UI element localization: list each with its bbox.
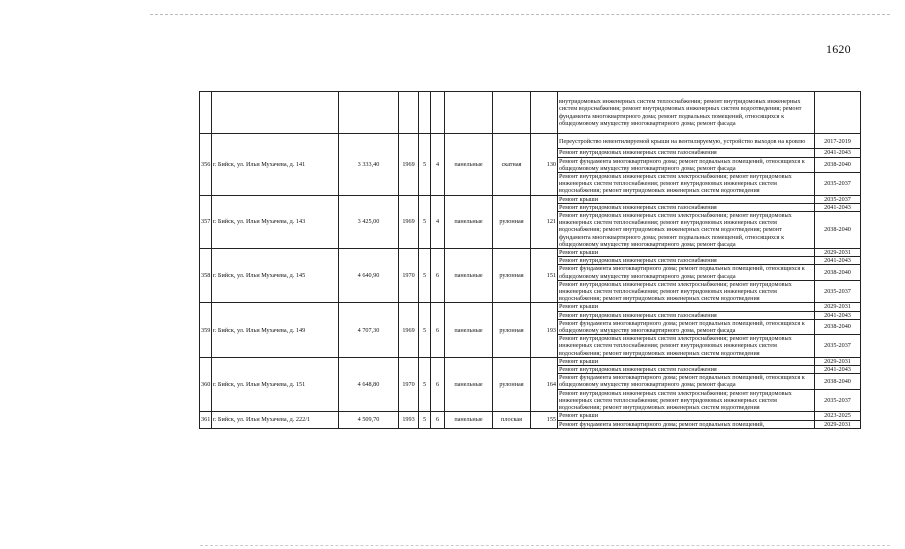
cell-work-description: Ремонт крыши bbox=[558, 357, 815, 365]
cell-work-description: Ремонт внутридомовых инженерных систем электроснабжения; ремонт внутридомовых инженерных систем теплоснабжения; ремонт внутридомовых инженерных систем водоснабжения; ремонт внутридомовых инженерных систем водоотведения bbox=[558, 173, 815, 196]
cell-number: 358 bbox=[200, 249, 212, 303]
cell-number bbox=[200, 92, 212, 134]
cell-area bbox=[339, 92, 399, 134]
cell-address: г. Бийск, ул. Ильи Мухачева, д. 222/1 bbox=[212, 412, 339, 428]
cell-walls: панельные bbox=[445, 195, 493, 248]
cell-work-description: Ремонт крыши bbox=[558, 249, 815, 257]
cell-work-description: Ремонт внутридомовых инженерных систем электроснабжения; ремонт внутридомовых инженерных систем теплоснабжения; ремонт внутридомовых инженерных систем водоснабжения; ремонт внутридомовых инженерных систем водоотведения bbox=[558, 280, 815, 303]
cell-work-term: 2038-2040 bbox=[815, 157, 861, 172]
cell-entrances bbox=[431, 92, 445, 134]
cell-number: 357 bbox=[200, 195, 212, 248]
cell-work-description: Ремонт внутридомовых инженерных систем газоснабжения bbox=[558, 257, 815, 265]
table-row bbox=[200, 303, 861, 311]
cell-floors: 5 bbox=[419, 134, 431, 196]
cell-number: 360 bbox=[200, 357, 212, 411]
cell-work-term: 2041-2043 bbox=[815, 257, 861, 265]
cell-address: г. Бийск, ул. Ильи Мухачева, д. 149 bbox=[212, 303, 339, 357]
cell-walls: панельные bbox=[445, 357, 493, 411]
cell-floors: 5 bbox=[419, 303, 431, 357]
cell-work-term: 2038-2040 bbox=[815, 374, 861, 389]
cell-area: 4 648,80 bbox=[339, 357, 399, 411]
cell-work-description: Ремонт фундамента многоквартирного дома; ремонт подвальных помещений, относящихся к общедомовому имуществу многоквартирного дома, ремонт фасада bbox=[558, 319, 815, 334]
cell-area: 4 640,90 bbox=[339, 249, 399, 303]
cell-floors: 5 bbox=[419, 412, 431, 428]
cell-work-description: Ремонт фундамента многоквартирного дома; ремонт подвальных помещений, относящихся к общедомовому имуществу многоквартирного дома; ремонт фасада bbox=[558, 157, 815, 172]
cell-address: г. Бийск, ул. Ильи Мухачева, д. 141 bbox=[212, 134, 339, 196]
table-row-continuation bbox=[200, 92, 861, 134]
cell-work-description: Ремонт внутридомовых инженерных систем электроснабжения; ремонт внутридомовых инженерных систем теплоснабжения; ремонт внутридомовых инженерных систем водоснабжения; ремонт внутридомовых инженерных систем водоотведения; ремонт фундамента многоквартирного дома; ремонт подвальных помещений, относящихся к общедомовому имуществу многоквартирного дома; ремонт фасада bbox=[558, 212, 815, 249]
cell-work-term: 2041-2043 bbox=[815, 149, 861, 157]
cell-number: 361 bbox=[200, 412, 212, 428]
table-row bbox=[200, 357, 861, 365]
cell-area: 4 509,70 bbox=[339, 412, 399, 428]
repair-program-table bbox=[199, 91, 861, 429]
cell-address: г. Бийск, ул. Ильи Мухачева, д. 145 bbox=[212, 249, 339, 303]
cell-year: 1970 bbox=[399, 357, 419, 411]
cell-work-term: 2023-2025 bbox=[815, 412, 861, 420]
cell-residents: 164 bbox=[531, 357, 558, 411]
cell-roof: скатная bbox=[493, 134, 531, 196]
cell-address: г. Бийск, ул. Ильи Мухачева, д. 151 bbox=[212, 357, 339, 411]
cell-roof: рулонная bbox=[493, 357, 531, 411]
cell-work-term: 2041-2043 bbox=[815, 311, 861, 319]
cell-work-term: 2029-2031 bbox=[815, 303, 861, 311]
cell-work-term: 2029-2031 bbox=[815, 357, 861, 365]
table-row bbox=[200, 134, 861, 149]
cell-work-description: Ремонт внутридомовых инженерных систем газоснабжения bbox=[558, 366, 815, 374]
cell-address: г. Бийск, ул. Ильи Мухачева, д. 143 bbox=[212, 195, 339, 248]
cell-residents: 193 bbox=[531, 303, 558, 357]
cell-work-description: Ремонт внутридомовых инженерных систем газоснабжения bbox=[558, 311, 815, 319]
cell-walls: панельные bbox=[445, 134, 493, 196]
cell-year: 1970 bbox=[399, 249, 419, 303]
cell-residents: 151 bbox=[531, 249, 558, 303]
page-number: 1620 bbox=[826, 42, 851, 56]
cell-year: 1969 bbox=[399, 134, 419, 196]
table-body bbox=[200, 92, 861, 429]
cell-work-description: Ремонт крыши bbox=[558, 195, 815, 203]
cell-entrances: 6 bbox=[431, 412, 445, 428]
cell-year bbox=[399, 92, 419, 134]
cell-work-term: 2017-2019 bbox=[815, 134, 861, 149]
cell-residents: 130 bbox=[531, 134, 558, 196]
cell-entrances: 4 bbox=[431, 134, 445, 196]
cell-entrances: 6 bbox=[431, 249, 445, 303]
cell-work-description: Ремонт внутридомовых инженерных систем газоснабжения bbox=[558, 149, 815, 157]
cell-work-description: Ремонт фундамента многоквартирного дома; ремонт подвальных помещений, bbox=[558, 420, 815, 428]
cell-walls: панельные bbox=[445, 412, 493, 428]
cell-address bbox=[212, 92, 339, 134]
cell-walls: панельные bbox=[445, 303, 493, 357]
cell-work-term: 2029-2031 bbox=[815, 420, 861, 428]
cell-work-term: 2038-2040 bbox=[815, 212, 861, 249]
cell-roof: рулонная bbox=[493, 249, 531, 303]
cell-roof: плоская bbox=[493, 412, 531, 428]
cell-year: 1969 bbox=[399, 195, 419, 248]
scan-top-edge bbox=[150, 14, 890, 15]
cell-residents: 155 bbox=[531, 412, 558, 428]
cell-work-term: 2038-2040 bbox=[815, 319, 861, 334]
cell-work-term: 2035-2037 bbox=[815, 335, 861, 358]
cell-year: 1969 bbox=[399, 303, 419, 357]
cell-work-description: Ремонт внутридомовых инженерных систем газоснабжения bbox=[558, 203, 815, 211]
cell-work-term: 2035-2037 bbox=[815, 195, 861, 203]
cell-work-term: 2035-2037 bbox=[815, 173, 861, 196]
cell-floors: 5 bbox=[419, 357, 431, 411]
table-row bbox=[200, 195, 861, 203]
cell-floors: 5 bbox=[419, 249, 431, 303]
cell-work-description: Ремонт крыши bbox=[558, 303, 815, 311]
cell-floors: 5 bbox=[419, 195, 431, 248]
cell-area: 3 333,40 bbox=[339, 134, 399, 196]
cell-entrances: 6 bbox=[431, 357, 445, 411]
cell-work-description: Переустройство невентилируемой крыши на вентилируемую, устройство выходов на кровлю bbox=[558, 134, 815, 149]
cell-walls bbox=[445, 92, 493, 134]
cell-work-term bbox=[815, 92, 861, 134]
cell-work-description: Ремонт фундамента многоквартирного дома; ремонт подвальных помещений, относящихся к общедомовому имуществу многоквартирного дома; ремонт фасада bbox=[558, 265, 815, 280]
cell-work-term: 2035-2037 bbox=[815, 389, 861, 412]
cell-area: 4 707,30 bbox=[339, 303, 399, 357]
cell-entrances: 6 bbox=[431, 303, 445, 357]
cell-entrances: 4 bbox=[431, 195, 445, 248]
cell-floors bbox=[419, 92, 431, 134]
cell-work-term: 2041-2043 bbox=[815, 366, 861, 374]
cell-work-description: Ремонт крыши bbox=[558, 412, 815, 420]
cell-residents bbox=[531, 92, 558, 134]
cell-work-term: 2035-2037 bbox=[815, 280, 861, 303]
cell-work-description: внутридомовых инженерных систем теплоснабжения; ремонт внутридомовых инженерных систем водоснабжения; ремонт внутридомовых инженерных систем водоотведения; ремонт фундамента многоквартирного дома; ремонт подвальных помещений, относящихся к общедомовому имуществу многоквартирного дома; ремонт фасада bbox=[558, 92, 815, 134]
cell-roof: рулонная bbox=[493, 303, 531, 357]
cell-work-term: 2029-2031 bbox=[815, 249, 861, 257]
table-row bbox=[200, 249, 861, 257]
cell-residents: 121 bbox=[531, 195, 558, 248]
cell-work-term: 2041-2043 bbox=[815, 203, 861, 211]
cell-number: 356 bbox=[200, 134, 212, 196]
scan-bottom-edge bbox=[200, 545, 890, 546]
cell-work-description: Ремонт внутридомовых инженерных систем электроснабжения; ремонт внутридомовых инженерных систем теплоснабжения; ремонт внутридомовых инженерных систем водоснабжения; ремонт внутридомовых инженерных систем водоотведения bbox=[558, 335, 815, 358]
cell-year: 1993 bbox=[399, 412, 419, 428]
cell-work-description: Ремонт внутридомовых инженерных систем электроснабжения; ремонт внутридомовых инженерных систем теплоснабжения; ремонт внутридомовых инженерных систем водоснабжения; ремонт внутридомовых инженерных систем водоотведения bbox=[558, 389, 815, 412]
cell-area: 3 425,00 bbox=[339, 195, 399, 248]
cell-work-term: 2038-2040 bbox=[815, 265, 861, 280]
cell-number: 359 bbox=[200, 303, 212, 357]
cell-work-description: Ремонт фундамента многоквартирного дома; ремонт подвальных помещений, относящихся к общедомовому имуществу многоквартирного дома; ремонт фасада bbox=[558, 374, 815, 389]
cell-walls: панельные bbox=[445, 249, 493, 303]
table-row bbox=[200, 412, 861, 420]
cell-roof: рулонная bbox=[493, 195, 531, 248]
cell-roof bbox=[493, 92, 531, 134]
